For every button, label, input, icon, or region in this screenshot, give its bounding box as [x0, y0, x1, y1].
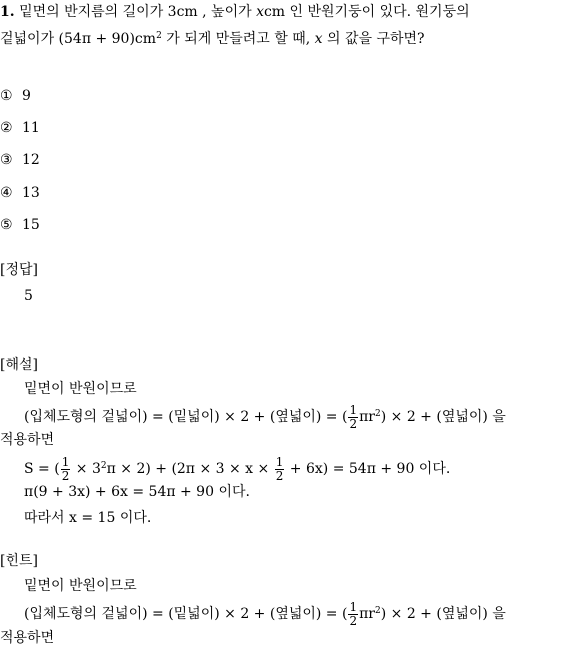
explanation-sup: 2: [100, 461, 107, 471]
option-value: 11: [22, 120, 40, 136]
question-sup: 2: [156, 31, 162, 41]
explanation-line-6: 따라서 x = 15 이다.: [24, 510, 152, 526]
answer-value: 5: [24, 288, 33, 304]
option-value: 13: [22, 185, 40, 201]
fraction: [61, 456, 71, 483]
explanation-line-1: 밑면이 반원이므로: [24, 381, 137, 397]
fraction: [275, 456, 285, 483]
option-4[interactable]: [0, 182, 40, 204]
question-text-2a: 겉넓이가 (54π + 90)cm: [0, 31, 157, 47]
fraction: [348, 601, 358, 628]
option-1[interactable]: [0, 85, 31, 107]
hint-l2b: πr: [359, 606, 375, 622]
explanation-l2a: (입체도형의 겉넓이) = (밑넓이) × 2 + (옆넓이) = (: [24, 409, 348, 425]
fraction-numerator: 1: [349, 599, 358, 614]
hint-l2a: (입체도형의 겉넓이) = (밑넓이) × 2 + (옆넓이) = (: [24, 606, 348, 622]
option-mark: ⑤: [0, 217, 13, 233]
option-3[interactable]: [0, 149, 40, 171]
explanation-sup: 2: [375, 409, 381, 419]
explanation-l4b: × 3: [71, 461, 101, 477]
option-5[interactable]: [0, 214, 40, 236]
fraction-denominator: 2: [275, 468, 284, 483]
fraction-numerator: 1: [349, 402, 358, 417]
question-line-1: [0, 1, 470, 23]
question-number: 1.: [0, 4, 15, 20]
hint-line-1: 밑면이 반원이므로: [24, 578, 137, 594]
fraction-denominator: 2: [61, 468, 70, 483]
option-value: 9: [22, 88, 31, 104]
option-value: 15: [22, 217, 40, 233]
option-2[interactable]: [0, 117, 40, 139]
explanation-line-3: 적용하면: [0, 432, 55, 448]
question-line-2: [0, 25, 425, 50]
question-text-2b: 가 되게 만들려고 할 때, 𝑥 의 값을 구하면?: [161, 31, 425, 47]
option-mark: ④: [0, 185, 13, 201]
option-mark: ②: [0, 120, 13, 136]
option-mark: ③: [0, 152, 13, 168]
explanation-l4c: π × 2) + (2π × 3 × x ×: [106, 461, 274, 477]
fraction-denominator: 2: [349, 613, 358, 628]
explanation-l2b: πr: [359, 409, 375, 425]
option-value: 12: [22, 152, 40, 168]
fraction-numerator: 1: [275, 454, 284, 469]
explanation-line-4: [24, 455, 450, 483]
hint-line-2: [24, 600, 506, 628]
explanation-label: [해설]: [0, 357, 38, 373]
option-mark: ①: [0, 88, 13, 104]
fraction-numerator: 1: [61, 454, 70, 469]
question-text-1: 밑면의 반지름의 길이가 3cm , 높이가 𝑥cm 인 반원기둥이 있다. 원기둥의: [19, 4, 470, 20]
explanation-line-5: π(9 + 3x) + 6x = 54π + 90 이다.: [24, 484, 250, 500]
answer-label: [정답]: [0, 262, 38, 278]
hint-sup: 2: [375, 606, 381, 616]
fraction: [348, 404, 358, 431]
explanation-l4a: S = (: [24, 461, 60, 477]
explanation-l2c: ) × 2 + (옆넓이) 을: [380, 409, 506, 425]
hint-l2c: ) × 2 + (옆넓이) 을: [380, 606, 506, 622]
hint-line-3: 적용하면: [0, 630, 55, 646]
explanation-line-2: [24, 403, 506, 431]
fraction-denominator: 2: [349, 416, 358, 431]
hint-label: [힌트]: [0, 553, 38, 569]
explanation-l4d: + 6x) = 54π + 90 이다.: [285, 461, 451, 477]
